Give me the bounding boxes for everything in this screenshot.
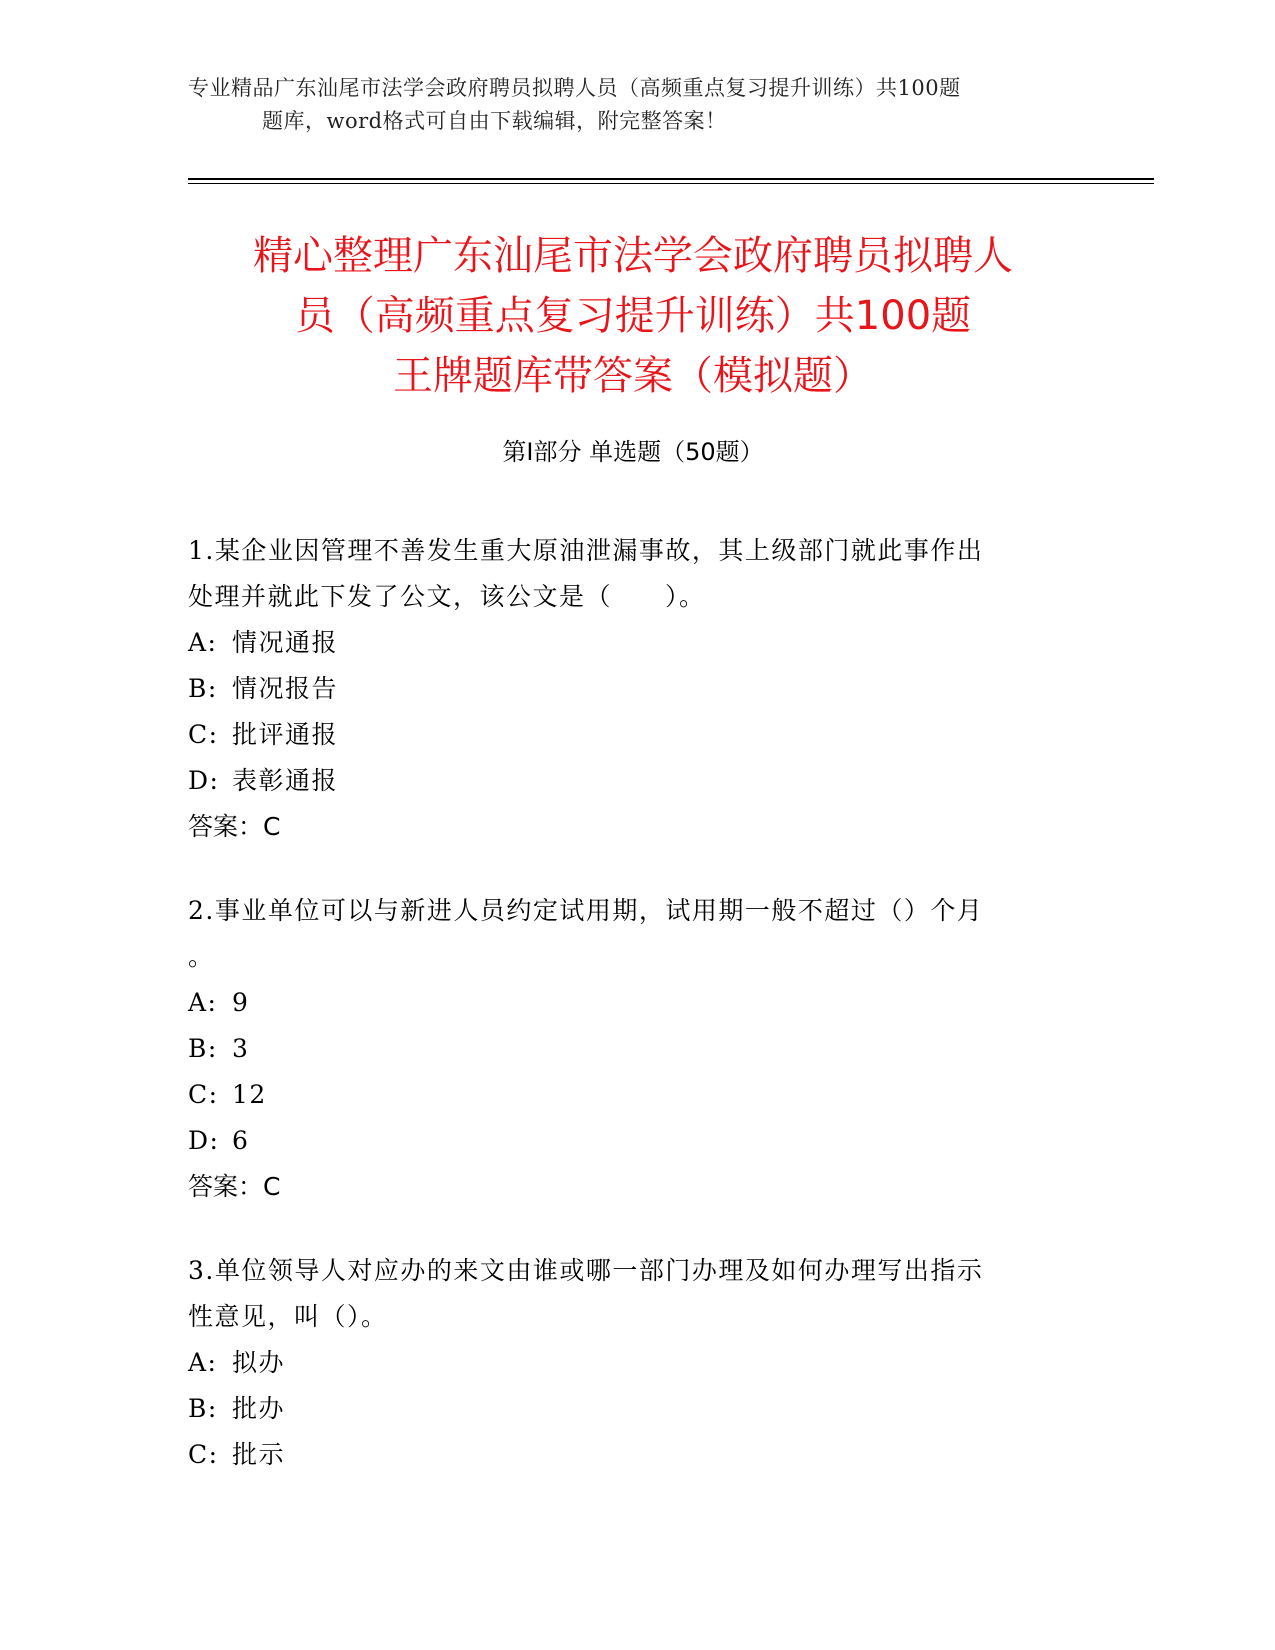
question-stem-line1: 2.事业单位可以与新进人员约定试用期，试用期一般不超过（）个月 <box>188 896 984 925</box>
option-key: B: <box>188 674 218 703</box>
section-title: 第Ⅰ部分 单选题（50题） <box>502 438 764 466</box>
option-text: 批示 <box>232 1440 286 1469</box>
option-b <box>188 666 1068 712</box>
option-key: B: <box>188 1394 218 1423</box>
question-stem <box>188 528 1068 620</box>
option-b <box>188 1026 1068 1072</box>
question-1 <box>188 528 1068 850</box>
question-stem <box>188 888 1068 980</box>
option-text: 情况报告 <box>232 674 339 703</box>
option-c <box>188 1072 1068 1118</box>
option-c <box>188 712 1068 758</box>
question-stem-line2: 。 <box>188 942 215 971</box>
question-3 <box>188 1248 1068 1478</box>
header-divider-thick <box>188 178 1154 180</box>
option-text: 表彰通报 <box>232 766 339 795</box>
question-stem <box>188 1248 1068 1340</box>
option-text: 拟办 <box>232 1348 286 1377</box>
question-stem-line2: 处理并就此下发了公文，该公文是（ ）。 <box>188 582 706 611</box>
option-text: 3 <box>232 1034 250 1063</box>
header-note <box>188 72 1088 138</box>
document-title-line1: 精心整理广东汕尾市法学会政府聘员拟聘人 <box>253 233 1013 279</box>
option-key: D: <box>188 766 220 795</box>
option-key: C: <box>188 1080 219 1109</box>
option-key: C: <box>188 720 219 749</box>
option-text: 6 <box>232 1126 250 1155</box>
document-title-line3: 王牌题库带答案（模拟题） <box>393 353 873 399</box>
option-key: D: <box>188 1126 220 1155</box>
option-key: B: <box>188 1034 218 1063</box>
option-a <box>188 620 1068 666</box>
header-note-line2: 题库，word格式可自由下载编辑，附完整答案！ <box>262 109 727 133</box>
header-divider-thin <box>188 183 1154 184</box>
option-text: 批评通报 <box>232 720 339 749</box>
answer-line: 答案：C <box>188 812 281 841</box>
option-c <box>188 1432 1068 1478</box>
option-d <box>188 1118 1068 1164</box>
option-text: 批办 <box>232 1394 286 1423</box>
question-stem-line1: 3.单位领导人对应办的来文由谁或哪一部门办理及如何办理写出指示 <box>188 1256 984 1285</box>
option-d <box>188 758 1068 804</box>
option-key: A: <box>188 628 218 657</box>
option-key: C: <box>188 1440 219 1469</box>
option-b <box>188 1386 1068 1432</box>
option-text: 12 <box>232 1080 267 1109</box>
document-title-line2: 员（高频重点复习提升训练）共100题 <box>294 293 972 339</box>
document-title <box>188 226 1078 406</box>
option-a <box>188 1340 1068 1386</box>
question-stem-line1: 1.某企业因管理不善发生重大原油泄漏事故，其上级部门就此事作出 <box>188 536 984 565</box>
option-text: 情况通报 <box>232 628 339 657</box>
question-2 <box>188 888 1068 1210</box>
header-note-line1: 专业精品广东汕尾市法学会政府聘员拟聘人员（高频重点复习提升训练）共100题 <box>188 76 961 100</box>
option-key: A: <box>188 988 218 1017</box>
option-text: 9 <box>232 988 250 1017</box>
option-key: A: <box>188 1348 218 1377</box>
question-stem-line2: 性意见，叫（）。 <box>188 1302 388 1331</box>
option-a <box>188 980 1068 1026</box>
answer-line: 答案：C <box>188 1172 281 1201</box>
